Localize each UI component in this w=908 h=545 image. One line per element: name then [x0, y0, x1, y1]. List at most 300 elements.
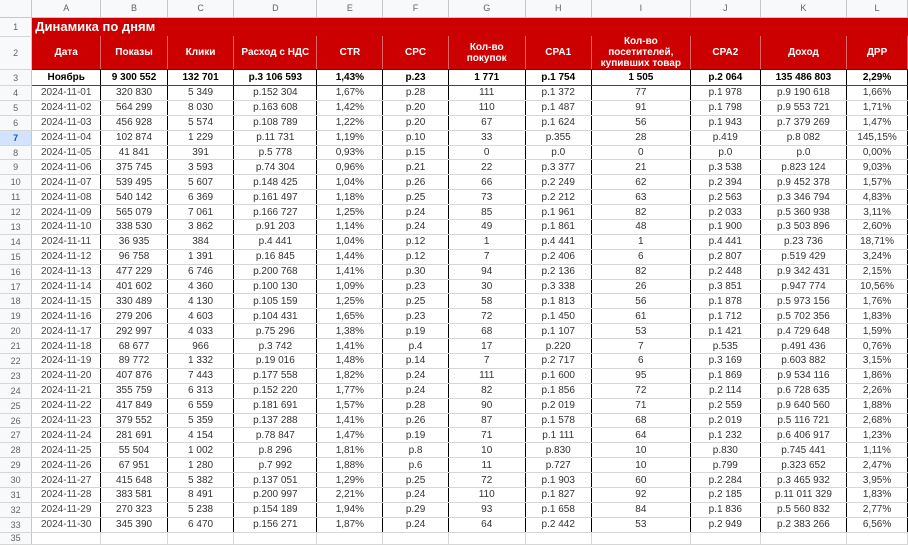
date-cell[interactable]: 2024-11-23	[32, 413, 101, 428]
data-cell[interactable]: р.4 441	[690, 234, 760, 249]
data-cell[interactable]: р.28	[383, 86, 448, 101]
empty-cell[interactable]	[690, 532, 760, 544]
data-cell[interactable]: 565 079	[101, 205, 168, 220]
data-cell[interactable]: р.355	[525, 130, 591, 145]
data-cell[interactable]: 1,88%	[847, 398, 908, 413]
data-cell[interactable]: 68	[591, 413, 690, 428]
data-cell[interactable]: 1,57%	[847, 175, 908, 190]
data-cell[interactable]: 71	[591, 398, 690, 413]
data-cell[interactable]: 1,19%	[317, 130, 383, 145]
data-cell[interactable]: 71	[448, 428, 525, 443]
data-cell[interactable]: 58	[448, 294, 525, 309]
data-cell[interactable]: 292 997	[101, 324, 168, 339]
data-cell[interactable]: 1 229	[167, 130, 233, 145]
column-header[interactable]: G	[448, 0, 525, 17]
data-cell[interactable]: р.7 992	[234, 458, 317, 473]
column-title[interactable]: Дата	[32, 36, 101, 70]
data-cell[interactable]: р.2 559	[690, 398, 760, 413]
row-header[interactable]: 2	[0, 36, 32, 70]
data-cell[interactable]: 1,87%	[317, 517, 383, 532]
data-cell[interactable]: р.9 342 431	[760, 264, 846, 279]
data-cell[interactable]: 94	[448, 264, 525, 279]
data-cell[interactable]: р.5 702 356	[760, 309, 846, 324]
column-title[interactable]: Доход	[760, 36, 846, 70]
data-cell[interactable]: 1,04%	[317, 234, 383, 249]
row-header[interactable]: 14	[0, 234, 32, 249]
total-cell[interactable]: р.23	[383, 70, 448, 86]
title-band-cell[interactable]	[234, 17, 317, 36]
data-cell[interactable]: р.1 624	[525, 115, 591, 130]
data-cell[interactable]: р.148 425	[234, 175, 317, 190]
data-cell[interactable]: 36 935	[101, 234, 168, 249]
data-cell[interactable]: 1 280	[167, 458, 233, 473]
data-cell[interactable]: 1 391	[167, 249, 233, 264]
data-cell[interactable]: 93	[448, 502, 525, 517]
data-cell[interactable]: 564 299	[101, 100, 168, 115]
date-cell[interactable]: 2024-11-14	[32, 279, 101, 294]
data-cell[interactable]: р.30	[383, 264, 448, 279]
data-cell[interactable]: р.2 212	[525, 190, 591, 205]
row-header[interactable]: 11	[0, 190, 32, 205]
data-cell[interactable]: 1 332	[167, 354, 233, 369]
data-cell[interactable]: р.1 600	[525, 368, 591, 383]
data-cell[interactable]: р.1 798	[690, 100, 760, 115]
data-cell[interactable]: р.2 807	[690, 249, 760, 264]
data-cell[interactable]: р.2 114	[690, 383, 760, 398]
data-cell[interactable]: р.23	[383, 309, 448, 324]
row-header[interactable]: 5	[0, 100, 32, 115]
data-cell[interactable]: р.519 429	[760, 249, 846, 264]
total-cell[interactable]: р.2 064	[690, 70, 760, 86]
data-cell[interactable]: 1,29%	[317, 473, 383, 488]
data-cell[interactable]: р.11 011 329	[760, 488, 846, 503]
data-cell[interactable]: 3 593	[167, 160, 233, 175]
data-cell[interactable]: 90	[448, 398, 525, 413]
data-cell[interactable]: 22	[448, 160, 525, 175]
data-cell[interactable]: 415 648	[101, 473, 168, 488]
data-cell[interactable]: р.9 640 560	[760, 398, 846, 413]
title-band-cell[interactable]	[760, 17, 846, 36]
data-cell[interactable]: 95	[591, 368, 690, 383]
data-cell[interactable]: р.3 742	[234, 339, 317, 354]
title-band-cell[interactable]	[383, 17, 448, 36]
data-cell[interactable]: 1,71%	[847, 100, 908, 115]
data-cell[interactable]: 3,11%	[847, 205, 908, 220]
data-cell[interactable]: 85	[448, 205, 525, 220]
data-cell[interactable]: 1,23%	[847, 428, 908, 443]
data-cell[interactable]: 1,47%	[847, 115, 908, 130]
data-cell[interactable]: 9,03%	[847, 160, 908, 175]
data-cell[interactable]: 67 951	[101, 458, 168, 473]
empty-cell[interactable]	[591, 532, 690, 544]
data-cell[interactable]: 4 154	[167, 428, 233, 443]
row-header[interactable]: 32	[0, 502, 32, 517]
data-cell[interactable]: р.4	[383, 339, 448, 354]
data-cell[interactable]: р.1 827	[525, 488, 591, 503]
total-cell[interactable]: 1,43%	[317, 70, 383, 86]
data-cell[interactable]: р.1 878	[690, 294, 760, 309]
data-cell[interactable]: р.1 658	[525, 502, 591, 517]
data-cell[interactable]: 110	[448, 100, 525, 115]
data-cell[interactable]: 1,44%	[317, 249, 383, 264]
data-cell[interactable]: р.23	[383, 279, 448, 294]
column-header[interactable]: I	[591, 0, 690, 17]
data-cell[interactable]: 5 574	[167, 115, 233, 130]
date-cell[interactable]: 2024-11-15	[32, 294, 101, 309]
data-cell[interactable]: р.91 203	[234, 220, 317, 235]
data-cell[interactable]: 7	[448, 354, 525, 369]
data-cell[interactable]: р.727	[525, 458, 591, 473]
column-title[interactable]: CTR	[317, 36, 383, 70]
data-cell[interactable]: р.24	[383, 220, 448, 235]
column-header[interactable]: H	[525, 0, 591, 17]
data-cell[interactable]: 1	[448, 234, 525, 249]
data-cell[interactable]: 72	[448, 309, 525, 324]
data-cell[interactable]: р.74 304	[234, 160, 317, 175]
data-cell[interactable]: 3,24%	[847, 249, 908, 264]
data-cell[interactable]: 1,66%	[847, 86, 908, 101]
data-cell[interactable]: р.19 016	[234, 354, 317, 369]
data-cell[interactable]: р.4 441	[525, 234, 591, 249]
data-cell[interactable]: р.108 789	[234, 115, 317, 130]
empty-cell[interactable]	[525, 532, 591, 544]
data-cell[interactable]: 6	[591, 354, 690, 369]
date-cell[interactable]: 2024-11-13	[32, 264, 101, 279]
data-cell[interactable]: 338 530	[101, 220, 168, 235]
data-cell[interactable]: 1,25%	[317, 294, 383, 309]
data-cell[interactable]: р.152 304	[234, 86, 317, 101]
data-cell[interactable]: 61	[591, 309, 690, 324]
empty-cell[interactable]	[167, 532, 233, 544]
data-cell[interactable]: 1,41%	[317, 264, 383, 279]
row-header[interactable]: 28	[0, 443, 32, 458]
data-cell[interactable]: 1,86%	[847, 368, 908, 383]
data-cell[interactable]: 84	[591, 502, 690, 517]
data-cell[interactable]: р.2 019	[690, 413, 760, 428]
data-cell[interactable]: р.152 220	[234, 383, 317, 398]
data-cell[interactable]: 17	[448, 339, 525, 354]
data-cell[interactable]: р.2 563	[690, 190, 760, 205]
data-cell[interactable]: 1	[591, 234, 690, 249]
data-cell[interactable]: р.2 033	[690, 205, 760, 220]
data-cell[interactable]: 0	[591, 145, 690, 160]
data-cell[interactable]: р.161 497	[234, 190, 317, 205]
data-cell[interactable]: 10	[591, 443, 690, 458]
date-cell[interactable]: 2024-11-21	[32, 383, 101, 398]
date-cell[interactable]: 2024-11-17	[32, 324, 101, 339]
row-header[interactable]: 20	[0, 324, 32, 339]
data-cell[interactable]: 477 229	[101, 264, 168, 279]
title-band-cell[interactable]	[317, 17, 383, 36]
data-cell[interactable]: р.5 360 938	[760, 205, 846, 220]
data-cell[interactable]: 1,41%	[317, 413, 383, 428]
data-cell[interactable]: р.1 712	[690, 309, 760, 324]
data-cell[interactable]: 60	[591, 473, 690, 488]
data-cell[interactable]: 145,15%	[847, 130, 908, 145]
total-cell[interactable]: 135 486 803	[760, 70, 846, 86]
data-cell[interactable]: 33	[448, 130, 525, 145]
data-cell[interactable]: 1,11%	[847, 443, 908, 458]
data-cell[interactable]: р.15	[383, 145, 448, 160]
date-cell[interactable]: 2024-11-27	[32, 473, 101, 488]
data-cell[interactable]: 110	[448, 488, 525, 503]
data-cell[interactable]: р.1 107	[525, 324, 591, 339]
data-cell[interactable]: 91	[591, 100, 690, 115]
data-cell[interactable]: 8 030	[167, 100, 233, 115]
data-cell[interactable]: р.9 553 721	[760, 100, 846, 115]
data-cell[interactable]: р.21	[383, 160, 448, 175]
data-cell[interactable]: р.419	[690, 130, 760, 145]
row-header[interactable]: 3	[0, 70, 32, 86]
data-cell[interactable]: 1,83%	[847, 488, 908, 503]
data-cell[interactable]: р.1 421	[690, 324, 760, 339]
data-cell[interactable]: 62	[591, 175, 690, 190]
data-cell[interactable]: р.8 082	[760, 130, 846, 145]
empty-cell[interactable]	[317, 532, 383, 544]
date-cell[interactable]: 2024-11-04	[32, 130, 101, 145]
title-band-cell[interactable]	[591, 17, 690, 36]
date-cell[interactable]: 2024-11-18	[32, 339, 101, 354]
column-header[interactable]: A	[32, 0, 101, 17]
row-header[interactable]: 13	[0, 220, 32, 235]
data-cell[interactable]: р.603 882	[760, 354, 846, 369]
date-cell[interactable]: 2024-11-22	[32, 398, 101, 413]
data-cell[interactable]: 72	[448, 473, 525, 488]
column-title[interactable]: ДРР	[847, 36, 908, 70]
date-cell[interactable]: 2024-11-19	[32, 354, 101, 369]
data-cell[interactable]: 0,00%	[847, 145, 908, 160]
data-cell[interactable]: 18,71%	[847, 234, 908, 249]
column-title[interactable]: Показы	[101, 36, 168, 70]
data-cell[interactable]: р.137 051	[234, 473, 317, 488]
data-cell[interactable]: р.2 448	[690, 264, 760, 279]
empty-cell[interactable]	[32, 532, 101, 544]
data-cell[interactable]: р.16 845	[234, 249, 317, 264]
column-header[interactable]: L	[847, 0, 908, 17]
date-cell[interactable]: 2024-11-10	[32, 220, 101, 235]
data-cell[interactable]: р.9 190 618	[760, 86, 846, 101]
data-cell[interactable]: 345 390	[101, 517, 168, 532]
data-cell[interactable]: р.19	[383, 324, 448, 339]
data-cell[interactable]: 1,18%	[317, 190, 383, 205]
empty-cell[interactable]	[234, 532, 317, 544]
data-cell[interactable]: 10	[591, 458, 690, 473]
column-header[interactable]: E	[317, 0, 383, 17]
data-cell[interactable]: р.220	[525, 339, 591, 354]
date-cell[interactable]: 2024-11-25	[32, 443, 101, 458]
data-cell[interactable]: 1,67%	[317, 86, 383, 101]
data-cell[interactable]: 0,76%	[847, 339, 908, 354]
data-cell[interactable]: р.947 774	[760, 279, 846, 294]
data-cell[interactable]: 355 759	[101, 383, 168, 398]
data-cell[interactable]: 1,59%	[847, 324, 908, 339]
total-cell[interactable]: 1 771	[448, 70, 525, 86]
data-cell[interactable]: р.2 383 266	[760, 517, 846, 532]
data-cell[interactable]: р.25	[383, 473, 448, 488]
date-cell[interactable]: 2024-11-01	[32, 86, 101, 101]
data-cell[interactable]: р.1 861	[525, 220, 591, 235]
data-cell[interactable]: р.2 406	[525, 249, 591, 264]
data-cell[interactable]: 56	[591, 294, 690, 309]
data-cell[interactable]: р.1 487	[525, 100, 591, 115]
data-cell[interactable]: 1,14%	[317, 220, 383, 235]
date-cell[interactable]: 2024-11-03	[32, 115, 101, 130]
data-cell[interactable]: р.104 431	[234, 309, 317, 324]
row-header[interactable]: 27	[0, 428, 32, 443]
total-cell[interactable]: 9 300 552	[101, 70, 168, 86]
data-cell[interactable]: 1,65%	[317, 309, 383, 324]
date-cell[interactable]: 2024-11-30	[32, 517, 101, 532]
row-header[interactable]: 30	[0, 473, 32, 488]
data-cell[interactable]: 417 849	[101, 398, 168, 413]
data-cell[interactable]: 5 349	[167, 86, 233, 101]
data-cell[interactable]: р.12	[383, 249, 448, 264]
data-cell[interactable]: р.823 124	[760, 160, 846, 175]
data-cell[interactable]: 11	[448, 458, 525, 473]
date-cell[interactable]: 2024-11-07	[32, 175, 101, 190]
data-cell[interactable]: р.1 961	[525, 205, 591, 220]
data-cell[interactable]: р.200 997	[234, 488, 317, 503]
data-cell[interactable]: р.2 284	[690, 473, 760, 488]
column-title[interactable]: Кол-во посетителей, купивших товар	[591, 36, 690, 70]
data-cell[interactable]: 1,82%	[317, 368, 383, 383]
data-cell[interactable]: р.177 558	[234, 368, 317, 383]
data-cell[interactable]: 2,26%	[847, 383, 908, 398]
data-cell[interactable]: 7 061	[167, 205, 233, 220]
data-cell[interactable]: р.105 159	[234, 294, 317, 309]
data-cell[interactable]: 6 369	[167, 190, 233, 205]
data-cell[interactable]: р.29	[383, 502, 448, 517]
row-header[interactable]: 18	[0, 294, 32, 309]
row-header[interactable]: 19	[0, 309, 32, 324]
data-cell[interactable]: р.1 900	[690, 220, 760, 235]
total-cell[interactable]: р.1 754	[525, 70, 591, 86]
data-cell[interactable]: 41 841	[101, 145, 168, 160]
row-header[interactable]: 31	[0, 488, 32, 503]
data-cell[interactable]: 2,21%	[317, 488, 383, 503]
data-cell[interactable]: р.10	[383, 130, 448, 145]
row-header[interactable]: 16	[0, 264, 32, 279]
column-title[interactable]: CPA2	[690, 36, 760, 70]
data-cell[interactable]: р.2 185	[690, 488, 760, 503]
data-cell[interactable]: р.24	[383, 368, 448, 383]
data-cell[interactable]: р.1 372	[525, 86, 591, 101]
data-cell[interactable]: 7	[591, 339, 690, 354]
data-cell[interactable]: 82	[591, 264, 690, 279]
date-cell[interactable]: 2024-11-09	[32, 205, 101, 220]
row-header[interactable]: 23	[0, 368, 32, 383]
date-cell[interactable]: 2024-11-26	[32, 458, 101, 473]
column-header[interactable]: C	[167, 0, 233, 17]
data-cell[interactable]: р.3 538	[690, 160, 760, 175]
data-cell[interactable]: 6 470	[167, 517, 233, 532]
data-cell[interactable]: р.3 338	[525, 279, 591, 294]
data-cell[interactable]: р.8	[383, 443, 448, 458]
data-cell[interactable]: р.28	[383, 398, 448, 413]
data-cell[interactable]: 1,88%	[317, 458, 383, 473]
row-header[interactable]: 17	[0, 279, 32, 294]
data-cell[interactable]: 1,25%	[317, 205, 383, 220]
data-cell[interactable]: 82	[591, 205, 690, 220]
empty-cell[interactable]	[448, 532, 525, 544]
data-cell[interactable]: р.25	[383, 190, 448, 205]
row-header[interactable]: 29	[0, 458, 32, 473]
data-cell[interactable]: 77	[591, 86, 690, 101]
data-cell[interactable]: р.4 441	[234, 234, 317, 249]
data-cell[interactable]: р.7 379 269	[760, 115, 846, 130]
column-title[interactable]: Расход с НДС	[234, 36, 317, 70]
date-cell[interactable]: 2024-11-06	[32, 160, 101, 175]
data-cell[interactable]: р.200 768	[234, 264, 317, 279]
data-cell[interactable]: р.166 727	[234, 205, 317, 220]
data-cell[interactable]: р.14	[383, 354, 448, 369]
data-cell[interactable]: 5 238	[167, 502, 233, 517]
data-cell[interactable]: 2,68%	[847, 413, 908, 428]
data-cell[interactable]: 72	[591, 383, 690, 398]
row-header[interactable]: 7	[0, 130, 32, 145]
row-header[interactable]: 9	[0, 160, 32, 175]
data-cell[interactable]: р.5 560 832	[760, 502, 846, 517]
data-cell[interactable]: р.4 729 648	[760, 324, 846, 339]
data-cell[interactable]: р.1 869	[690, 368, 760, 383]
data-cell[interactable]: 6,56%	[847, 517, 908, 532]
data-cell[interactable]: 456 928	[101, 115, 168, 130]
empty-cell[interactable]	[847, 532, 908, 544]
row-header[interactable]: 35	[0, 532, 32, 544]
data-cell[interactable]: р.1 450	[525, 309, 591, 324]
date-cell[interactable]: 2024-11-11	[32, 234, 101, 249]
data-cell[interactable]: 4,83%	[847, 190, 908, 205]
data-cell[interactable]: 67	[448, 115, 525, 130]
data-cell[interactable]: 407 876	[101, 368, 168, 383]
total-cell[interactable]: Ноябрь	[32, 70, 101, 86]
data-cell[interactable]: 64	[448, 517, 525, 532]
data-cell[interactable]: р.535	[690, 339, 760, 354]
data-cell[interactable]: р.25	[383, 294, 448, 309]
data-cell[interactable]: 375 745	[101, 160, 168, 175]
data-cell[interactable]: 1,09%	[317, 279, 383, 294]
row-header[interactable]: 10	[0, 175, 32, 190]
empty-cell[interactable]	[760, 532, 846, 544]
row-header[interactable]: 24	[0, 383, 32, 398]
data-cell[interactable]: 26	[591, 279, 690, 294]
data-cell[interactable]: 102 874	[101, 130, 168, 145]
data-cell[interactable]: 7 443	[167, 368, 233, 383]
date-cell[interactable]: 2024-11-24	[32, 428, 101, 443]
data-cell[interactable]: р.3 377	[525, 160, 591, 175]
data-cell[interactable]: р.830	[525, 443, 591, 458]
data-cell[interactable]: р.2 949	[690, 517, 760, 532]
data-cell[interactable]: р.8 296	[234, 443, 317, 458]
data-cell[interactable]: 53	[591, 517, 690, 532]
data-cell[interactable]: 5 607	[167, 175, 233, 190]
total-cell[interactable]: р.3 106 593	[234, 70, 317, 86]
data-cell[interactable]: р.745 441	[760, 443, 846, 458]
data-cell[interactable]: р.24	[383, 205, 448, 220]
data-cell[interactable]: р.323 652	[760, 458, 846, 473]
data-cell[interactable]: р.1 836	[690, 502, 760, 517]
row-header[interactable]: 26	[0, 413, 32, 428]
date-cell[interactable]: 2024-11-16	[32, 309, 101, 324]
data-cell[interactable]: 539 495	[101, 175, 168, 190]
data-cell[interactable]: р.156 271	[234, 517, 317, 532]
data-cell[interactable]: р.6	[383, 458, 448, 473]
column-title[interactable]: CPC	[383, 36, 448, 70]
data-cell[interactable]: 6 559	[167, 398, 233, 413]
column-header[interactable]: J	[690, 0, 760, 17]
data-cell[interactable]: р.23 736	[760, 234, 846, 249]
row-header[interactable]: 22	[0, 354, 32, 369]
